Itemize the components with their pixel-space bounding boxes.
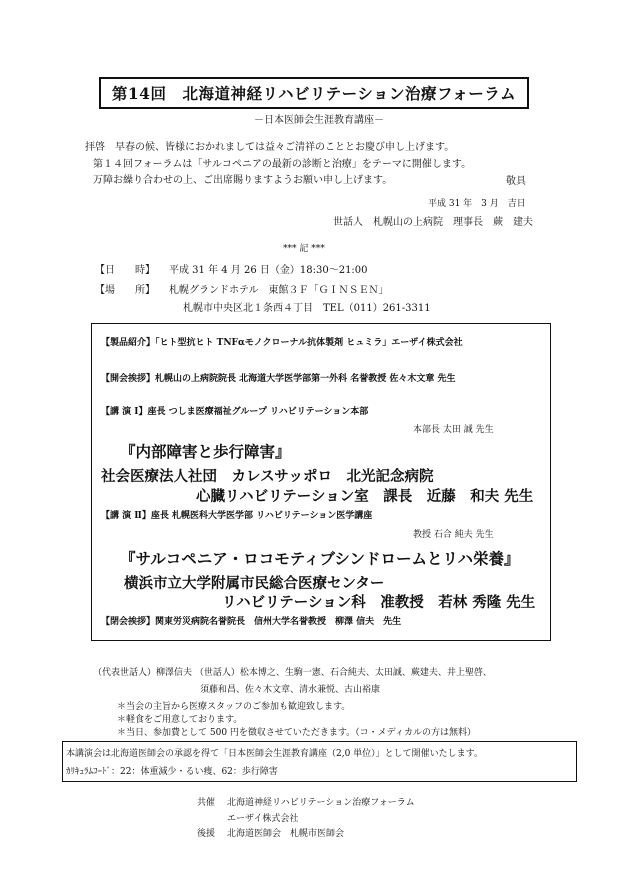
lecture1-header: 【講 演 Ⅰ】座長 つしま医療福祉グループ リハビリテーション本部 bbox=[101, 407, 369, 417]
place-label: 【場 所】 bbox=[95, 285, 155, 296]
greeting-line-1: 拝啓 早春の候、皆様におかれましては益々ご清祥のこととお慶び申し上げます。 bbox=[85, 142, 455, 153]
note-2: ＊軽食をご用意しております。 bbox=[117, 715, 243, 725]
note-3: ＊当日、参加費として 500 円を徴収させていただきます。（コ・メディカルの方は無料） bbox=[117, 728, 476, 738]
greeting-line-3: 万障お繰り合わせの上、ご出席賜りますようお願い申し上げます。 bbox=[93, 175, 393, 186]
page-title: 第14回 北海道神経リハビリテーション治療フォーラム bbox=[111, 84, 517, 103]
cohost-2: エーザイ株式会社 bbox=[227, 814, 299, 824]
lecture2-chair: 教授 石合 純夫 先生 bbox=[413, 530, 494, 540]
product-intro: 【製品紹介】「ヒト型抗ヒト TNFαモノクローナル抗体製剤 ヒュミラ」エーザイ株式会社 bbox=[101, 338, 463, 348]
lecture2-affiliation: 横浜市立大学附属市民総合医療センター bbox=[124, 575, 385, 592]
lecture1-affiliation: 社会医療法人社団 カレスサッポロ 北光記念病院 bbox=[101, 468, 434, 485]
place-address: 札幌市中央区北１条西４丁目 TEL（011）261-3311 bbox=[183, 303, 431, 314]
greeting-closing: 敬具 bbox=[506, 176, 526, 187]
support-label: 後援 bbox=[197, 829, 216, 839]
date-label: 【日 時】 bbox=[95, 265, 155, 276]
lecture2-title: 『サルコペニア・ロコモティブシンドロームとリハ栄養』 bbox=[120, 549, 520, 568]
support-orgs: 北海道医師会 札幌市医師会 bbox=[227, 829, 345, 839]
lecture1-chair: 本部長 太田 誠 先生 bbox=[413, 425, 494, 435]
letter-sender: 世話人 札幌山の上病院 理事長 蕨 建夫 bbox=[333, 217, 533, 228]
cme-notice-line-1: 本講演会は北海道医師会の承認を得て「日本医師会生涯教育講座（2,0 単位）」として開催いたします。 bbox=[66, 749, 483, 759]
lecture2-speaker: リハビリテーション科 准教授 若林 秀隆 先生 bbox=[222, 594, 536, 611]
note-1: ＊当会の主旨から医療スタッフのご参加も歓迎致します。 bbox=[117, 702, 351, 712]
cme-curriculum-code: ｶﾘｷｭﾗﾑｺｰﾄﾞ：22：体重減少・るい痩、62：歩行障害 bbox=[66, 767, 278, 777]
title-box bbox=[99, 77, 529, 109]
greeting-line-2: 第１４回フォーラムは「サルコペニアの最新の診断と治療」をテーマに開催します。 bbox=[93, 159, 472, 170]
subtitle: －日本医師会生涯教育講座－ bbox=[254, 115, 384, 126]
opening-remarks: 【開会挨拶】札幌山の上病院院長 北海道大学医学部第一外科 名誉教授 佐々木文章 先生 bbox=[101, 374, 456, 384]
cohost-label: 共催 bbox=[197, 798, 216, 808]
ki-header: *** 記 *** bbox=[283, 244, 325, 254]
organizers-line-2: 須藤和昌、佐々木文章、清水兼悦、古山裕康 bbox=[200, 685, 381, 695]
lecture2-header: 【講 演 Ⅱ】座長 札幌医科大学医学部 リハビリテーション医学講座 bbox=[101, 511, 373, 521]
lecture1-title: 『内部障害と歩行障害』 bbox=[120, 442, 291, 461]
cohost-1: 北海道神経リハビリテーション治療フォーラム bbox=[227, 798, 415, 808]
lecture1-speaker: 心臓リハビリテーション室 課長 近藤 和夫 先生 bbox=[196, 488, 534, 505]
place-value: 札幌グランドホテル 東館３Ｆ「ＧＩＮＳＥＮ」 bbox=[169, 285, 389, 296]
letter-date: 平成 31 年 3 月 吉日 bbox=[428, 199, 526, 209]
organizers-line-1: （代表世話人）柳澤信夫 （世話人）松本博之、生駒一憲、石合純夫、太田誠、蕨建夫、井上聖啓、 bbox=[93, 668, 492, 678]
closing-remarks: 【閉会挨拶】関東労災病院名誉院長 信州大学名誉教授 柳澤 信夫 先生 bbox=[101, 617, 402, 627]
date-value: 平成 31 年 4 月 26 日（金）18:30～21:00 bbox=[169, 265, 368, 276]
